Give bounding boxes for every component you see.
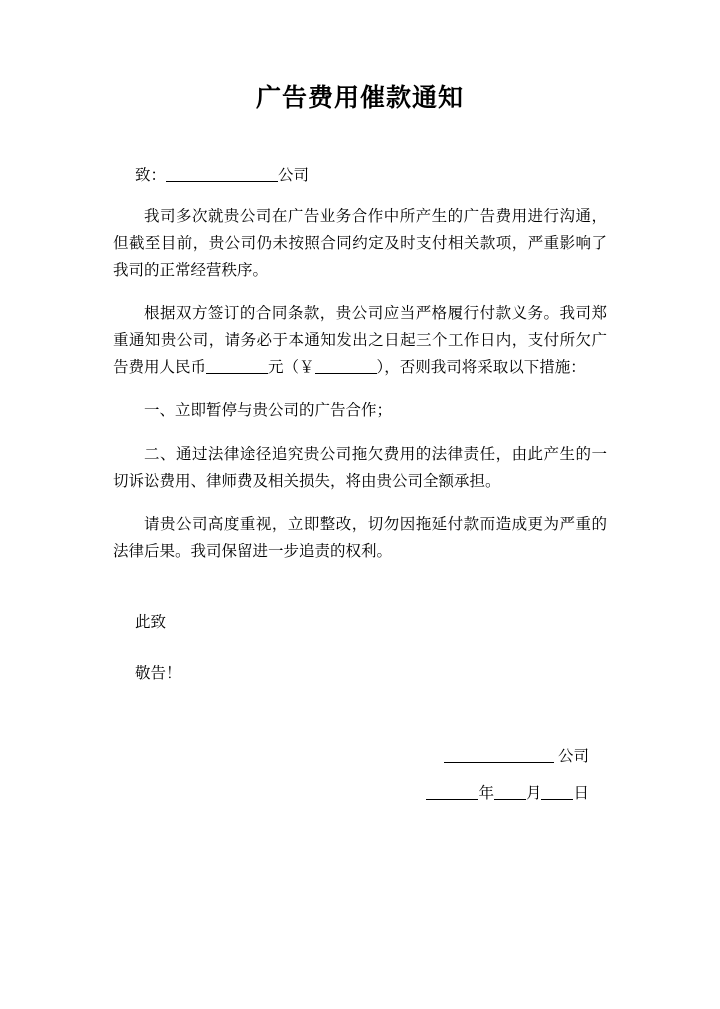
closing-block — [113, 611, 607, 687]
signature-year-label: 年 — [478, 785, 494, 803]
amount-blank-numeric — [315, 373, 377, 374]
page-title: 广告费用催款通知 — [255, 85, 464, 112]
signature-month-blank — [494, 799, 526, 800]
measure-item-2: 二、通过法律途径追究贵公司拖欠费用的法律责任，由此产生的一切诉讼费用、律师费及相关损失，将由贵公司全额承担。 — [113, 445, 607, 490]
signature-year-blank — [426, 799, 478, 800]
paragraph-intro: 我司多次就贵公司在广告业务合作中所产生的广告费用进行沟通，但截至目前，贵公司仍未按照合同约定及时支付相关款项，严重影响了我司的正常经营秩序。 — [113, 208, 607, 279]
signature-day-blank — [541, 799, 573, 800]
amount-blank-rmb — [206, 373, 268, 374]
addressee-suffix: 公司 — [278, 167, 310, 184]
paragraph-demand — [113, 301, 607, 381]
signature-month-label: 月 — [525, 785, 542, 803]
signature-block — [113, 745, 607, 806]
closing-line-2: 敬告！ — [135, 665, 182, 683]
signature-date-line — [113, 782, 589, 805]
paragraph-demand-part1: 根据双方签订的合同条款，贵公司应当严格履行付款义务。我司郑重通知贵公司，请务必于本通知发出之日起三个工作日内，支付所欠广告费用人民币 — [113, 305, 607, 376]
closing-line-1: 此致 — [135, 614, 167, 632]
addressee-line — [113, 164, 607, 187]
document-page — [0, 78, 720, 1009]
addressee-prefix: 致： — [135, 167, 167, 184]
paragraph-demand-part3: ），否则我司将采取以下措施： — [376, 358, 586, 376]
signature-company-line — [113, 745, 589, 768]
paragraph-demand-part2: 元（￥ — [268, 358, 315, 376]
addressee-blank — [166, 181, 278, 182]
signature-company-suffix: 公司 — [557, 748, 589, 766]
signature-day-label: 日 — [573, 785, 589, 803]
measure-item-1: 一、立即暂停与贵公司的广告合作； — [144, 402, 393, 420]
document-body — [113, 164, 607, 806]
paragraph-warning: 请贵公司高度重视，立即整改，切勿因拖延付款而造成更为严重的法律后果。我司保留进一步追责的权利。 — [113, 516, 607, 560]
signature-company-blank — [444, 762, 554, 763]
